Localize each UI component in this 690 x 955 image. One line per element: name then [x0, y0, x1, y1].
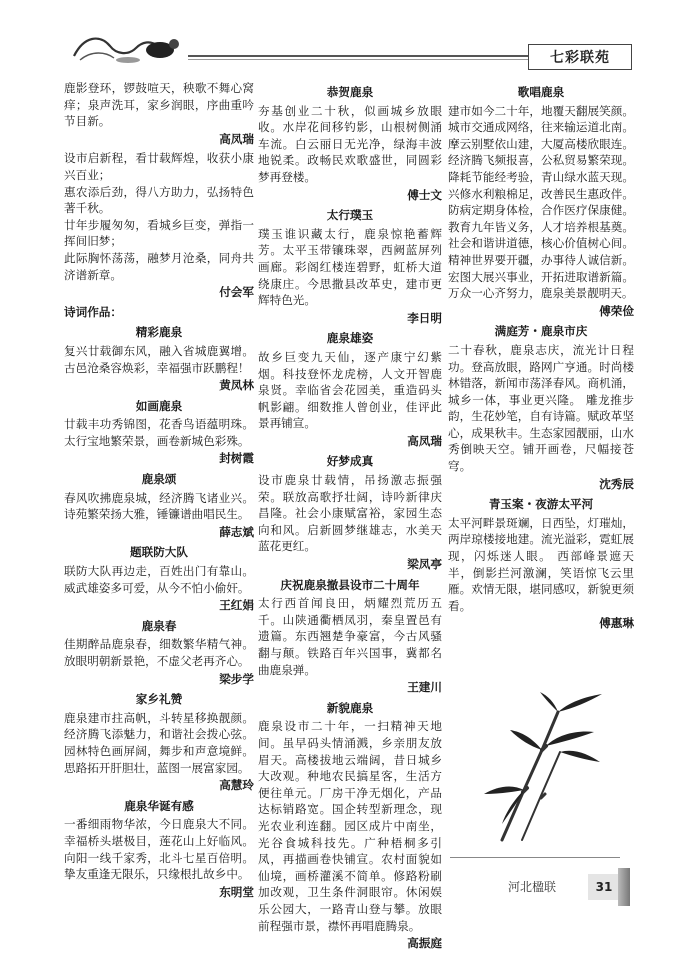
- author-name: 高振庭: [407, 936, 442, 951]
- poem-title: 恭贺鹿泉: [326, 85, 374, 99]
- poem-text: 故乡巨变九天仙，逐产康宁幻紫烟。科技登怀龙虎榜，人文开智鹿泉贤。幸临省会花园美，重造码头帆影翩。细数推人曾创业，佳评此景再铺宣。: [258, 349, 442, 431]
- author-name: 封树霞: [219, 451, 254, 466]
- poem-text: 鹿泉建市拄高帆，斗转星移换靓颜。经济腾飞添魅力，和谐社会拨心弦。园林特色画屏阔，舞步和声意境鲜。思路拓开肝胆壮，蓝图一展富家园。: [64, 710, 254, 775]
- poem-title: 精彩鹿泉: [135, 325, 183, 340]
- author-name: 李日明: [407, 310, 442, 325]
- poem-text: 太平河畔景斑斓，日西坠，灯璀灿，两岸琼楼接地建。流光溢彩，霓虹展现，闪烁迷人眼。 西部峰景遮天半，倒影拦河激澜，笑语惊飞云里雁。欢情无限，堪同感叹，新貌更须看。: [448, 515, 634, 613]
- author-name: 王红娟: [219, 598, 254, 613]
- magazine-name: 河北楹联: [508, 880, 557, 894]
- author-name: 傅惠琳: [599, 616, 634, 631]
- poem-text: 太行西首闻良田，炳耀烈荒历五千。山陕通衢栖凤羽，秦皇置邑有遗篇。东西翘楚争豪富，今古风骚翻与颠。铁路百年兴国事，冀都名曲鹿泉弹。: [258, 596, 442, 677]
- poem-text: 春风吹拂鹿泉城，经济腾飞诸业兴。诗苑繁荣扬大雅，锤镰谱曲唱民生。: [64, 490, 254, 522]
- author-name: 傅士文: [407, 187, 442, 202]
- column-right: [448, 80, 634, 635]
- column-left: [64, 80, 254, 903]
- author-name: 傅荣俭: [599, 303, 634, 318]
- author-name: 东明堂: [219, 884, 254, 899]
- poem-title: 满庭芳・鹿泉市庆: [494, 324, 588, 339]
- poem-title: 鹿泉春: [141, 618, 177, 633]
- bamboo-illustration-icon: [462, 690, 612, 845]
- couplet-text: 此际胸怀荡荡，融梦月沧桑，同舟共济谱新章。: [64, 250, 254, 282]
- author-name: 薛志斌: [219, 524, 254, 539]
- poem-title: 新貌鹿泉: [326, 700, 374, 715]
- ink-decoration-icon: [70, 26, 190, 66]
- poem-text: 二十春秋，鹿泉志庆，流光计日程功。登高放眼，路网广亨通。时尚楼林错落，新闻市荡泽春风。商机涌，城乡一体，事业更兴隆。 雕龙推步韵，生花妙笔，自有诗篇。赋政革坚心，成果秋丰。生态家园靓丽，山水秀倒映天空。铺开画卷，尺幅接苍穹。: [448, 342, 634, 474]
- couplet-text: 廿年步履匆匆，看城乡巨变，弹指一挥间旧梦；: [64, 217, 254, 249]
- poem-title: 题联防大队: [130, 545, 188, 560]
- author-name: 高慧玲: [219, 778, 254, 793]
- poem-title: 鹿泉雄姿: [326, 331, 374, 346]
- couplet-text: 设市启新程，看廿载辉煌，收获小康兴百业；: [64, 151, 254, 182]
- poem-text: 璞玉谁识藏太行，鹿泉惊艳蓄辉芳。太平玉带镶珠翠，西阙蓝屏列画廊。彩阁红楼连碧野，虹桥大道绕康庄。今思撒县改革史，建市更辉特色光。: [258, 226, 442, 308]
- poem-title: 庆祝鹿泉撤县设市二十周年: [280, 577, 420, 592]
- author-name: 高凤瑞: [407, 433, 442, 448]
- author-name: 梁步学: [219, 671, 254, 686]
- poem-text: 设市鹿泉廿载情，吊扬激志振强荣。联放高歌抒壮阔，诗吟新律庆昌隆。社会小康赋富裕，家园生态向和风。启新圆梦继雄志，水美天蓝花更红。: [258, 473, 442, 554]
- poem-text: 廿载丰功秀锦图，花香鸟语蕴明珠。太行宝地繁荣景，画卷新城色彩殊。: [64, 417, 254, 448]
- poem-text: 一番细雨物华浓，今日鹿泉大不同。幸福桥头堪极目，莲花山上好临风。向阳一线千家秀，北斗七星百倍明。挚友重逢无限乐，只缘根扎故乡中。: [64, 817, 254, 882]
- poem-title: 鹿泉华诞有感: [124, 798, 194, 813]
- author-name: 沈秀辰: [599, 476, 634, 491]
- page-edge-bar: [618, 868, 630, 906]
- author-name: 付会军: [219, 285, 254, 300]
- poem-text: 夯基创业二十秋，似画城乡放眼收。水岸花间移钓影，山根树侧涌车流。白云丽日无光净，绿海丰波地锐柔。政畅民欢歌盛世，同圆彩梦再登楼。: [258, 103, 442, 184]
- page-footer: [450, 874, 620, 900]
- poem-title: 如画鹿泉: [135, 398, 183, 413]
- poem-title: 好梦成真: [326, 454, 374, 469]
- poem-title: 太行璞玉: [326, 208, 374, 223]
- poem-text: 建市如今二十年，地覆天翻展笑颜。城市交通成网络，往来输运道北南。摩云别墅依山建，大厦高楼欣眼连。经济腾飞频报喜，公私贸易繁荣现。降耗节能经考验，青山绿水蓝天现。兴修水利粮棉足，改善民生惠政伴。防病定期身体检，合作医疗保康健。教育九年皆义务，人才培养根基奠。社会和谐讲道德，核心价值树心间。精神世界要开疆，办事待人诚信新。宏图大展兴事业，开拓进取谱新篇。万众一心齐努力，鹿泉美景靓明天。: [448, 103, 634, 301]
- author-name: 梁凤亭: [407, 557, 442, 572]
- page-header: [0, 0, 690, 80]
- column-badge: 七彩联苑: [528, 44, 632, 70]
- poem-text: 鹿泉设市二十年，一扫精神天地间。虽早码头情涌溅，乡亲朋友放眉天。高楼拔地云端阔，昔日城乡大改观。种地农民搞星客，生活方便往单元。厂房干净无烟化，产品达标销路宽。国企转型新理念，现光农业利连翻。园区成片中南坐，光谷食城科技先。广种梧桐多引凤，再描画卷快铺宣。农村面貌如仙境，画桥灌溪不简单。修路粉刷加改观，卫生条件洞眼帘。休闲娱乐公园大，一路青山登与攀。放眼前程强市景，襟怀再唱鹿腾泉。: [258, 719, 442, 933]
- poem-title: 青玉案・夜游太平河: [488, 497, 594, 512]
- poem-title: 鹿泉颂: [141, 472, 177, 487]
- poem-title: 歌唱鹿泉: [517, 85, 565, 99]
- author-name: 王建川: [407, 680, 442, 695]
- poem-text: 联防大队再边走，百姓出门有靠山。威武雄姿多可爱，从今不怕小偷奸。: [64, 564, 254, 595]
- couplet-text: 鹿影登环，锣鼓喧天，秧歌不舞心窝痒；泉声洗耳，家乡润眼，序曲重吟节目新。: [64, 81, 254, 129]
- page-number: 31: [588, 874, 620, 900]
- author-name: 高凤瑞: [219, 131, 254, 146]
- author-name: 黄凤林: [219, 378, 254, 393]
- column-middle: [258, 80, 442, 955]
- section-label: 诗词作品：: [64, 304, 122, 319]
- poem-title: 家乡礼赞: [135, 692, 183, 707]
- couplet-text: 惠农添后劲，得八方助力，弘扬特色著千秋。: [64, 184, 254, 216]
- footer-rule: [450, 857, 620, 858]
- poem-text: 佳期醉品鹿泉春，细数繁华精气神。放眼明朝新景艳，不虚父老再齐心。: [64, 637, 254, 668]
- poem-text: 复兴廿载御东风，融入省城鹿翼增。古邑沧桑容焕彩，幸福强市跃鹏程！: [64, 343, 254, 375]
